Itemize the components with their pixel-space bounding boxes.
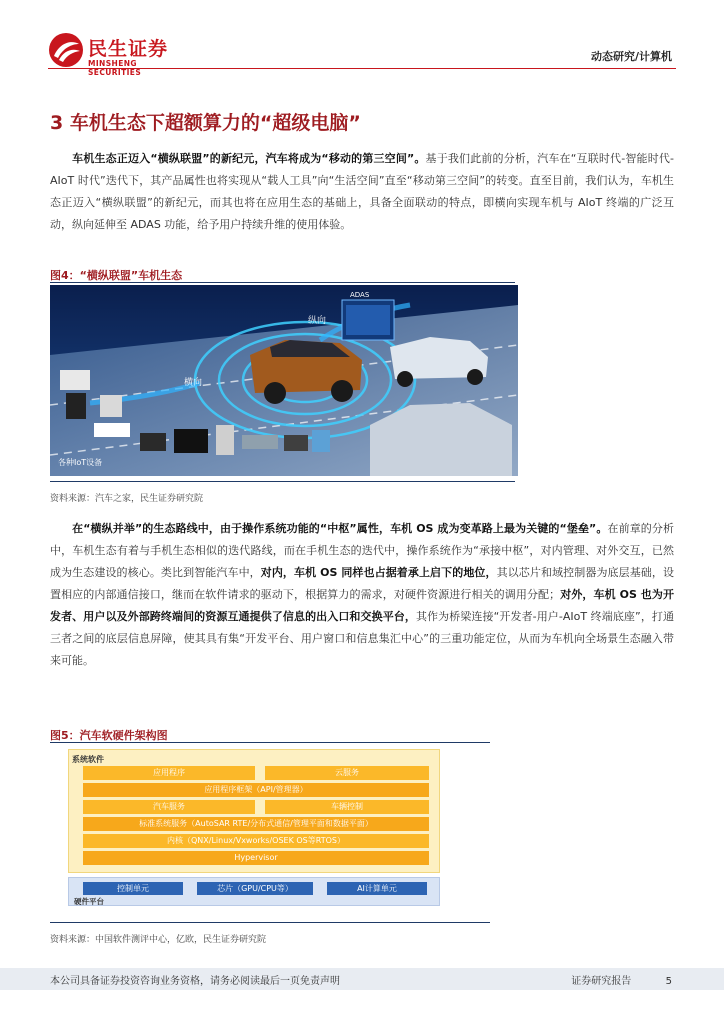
footer-disclaimer: 本公司具备证券投资咨询业务资格，请务必阅读最后一页免责声明 [50,976,340,987]
paragraph-2 [50,518,674,672]
figure-4-title: 图4：“横纵联盟”车机生态 [50,269,183,282]
footer-right [571,972,672,987]
block-standard-service: 标准系统服务（AutoSAR RTE/分布式通信/管理平面和数据平面） [83,817,429,831]
block-cloud: 云服务 [265,766,429,780]
brand-name-en: MINSHENG SECURITIES [88,59,142,77]
block-vehicle-service: 汽车服务 [83,800,255,814]
block-control-unit: 控制单元 [83,882,183,895]
software-layer-label: 系统软件 [72,755,104,764]
figure-4-top-rule [50,282,515,283]
paragraph-2-text-c: 其作为桥梁连接“开发者-用户-AIoT 终端底座”，打通三者之间的底层信息屏障，使其具有集“开发平台、用户窗口和信息集汇中心”的三重功能定位，从而为车机向全场景生态融入带来可能。 [50,610,674,667]
software-layer [68,749,440,873]
architecture-diagram [68,749,440,905]
brand-logo [48,30,188,77]
figure-4-image [50,285,518,476]
hardware-layer-label: 硬件平台 [74,897,104,906]
label-adas: ADAS [350,291,370,299]
page-footer [0,968,724,990]
paragraph-1-body: 基于我们此前的分析，汽车在“互联时代-智能时代-AIoT 时代”迭代下，其产品属性也将实现从“载人工具”向“生活空间”直至“移动第三空间”的转变。直至目前，我们认为，车机生态正迈入“横纵联盟”的新纪元，而其也将在应用生态的基础上，具备全面联动的特点，即横向实现车机与 AIoT 终端的广泛互动，纵向延伸至 ADAS 功能，给予用户持续升维的使用体验。 [50,152,674,231]
block-vehicle-control: 车辆控制 [265,800,429,814]
figure-4-source: 资料来源：汽车之家，民生证券研究院 [50,494,204,504]
label-horizontal: 横向 [184,378,203,388]
block-ai-unit: AI计算单元 [327,882,427,895]
brand-name-cn: 民生证券 [88,38,169,60]
section-title: 3 车机生态下超额算力的“超级电脑” [50,112,361,134]
figure-4-bottom-rule [50,481,515,482]
report-type: 动态研究/计算机 [590,50,672,63]
paragraph-2-text-b: 其以芯片和域控制器为底层基础，设置相应的内部通信接口，继而在软件请求的驱动下，根据算力的需求，对硬件资源进行相关的调用分配； [50,566,675,601]
figure-5-bottom-rule [50,922,490,923]
block-apps: 应用程序 [83,766,255,780]
block-chip: 芯片（GPU/CPU等） [197,882,313,895]
block-app-framework: 应用程序框架（API/管理器） [83,783,429,797]
paragraph-2-text-a: 在前章的分析中，车机生态有着与手机生态相似的迭代路线，而在手机生态的迭代中，操作系统作为“承接中枢”，对内管理、对外交互，已然成为生态建设的核心。类比到智能汽车中， [50,522,675,579]
label-vertical: 纵向 [308,316,327,326]
figure-5-title: 图5：汽车软硬件架构图 [50,729,168,742]
page-number: 5 [665,976,672,987]
paragraph-2-inner-claim: 对内，车机 OS 同样也占据着承上启下的地位， [260,566,497,579]
figure-5-source: 资料来源：中国软件测评中心，亿欧，民生证券研究院 [50,935,267,945]
paragraph-2-outer-claim: 对外，车机 OS 也为开发者、用户以及外部跨终端间的资源互通提供了信息的出入口和交换平台， [50,588,674,623]
block-hypervisor: Hypervisor [83,851,429,865]
figure-5-top-rule [50,742,490,743]
minsheng-logo-icon [48,32,84,68]
header-divider [48,68,676,69]
block-kernel: 内核（QNX/Linux/Vxworks/OSEK OS等RTOS） [83,834,429,848]
paragraph-1-lead: 车机生态正迈入“横纵联盟”的新纪元，汽车将成为“移动的第三空间”。 [72,152,426,165]
footer-report-label: 证券研究报告 [571,976,632,987]
label-iot-devices: 各种IoT设备 [58,458,103,467]
paragraph-1 [50,148,674,236]
hardware-layer [68,877,440,906]
paragraph-2-lead: 在“横纵并举”的生态路线中，由于操作系统功能的“中枢”属性，车机 OS 成为变革路上最为关键的“堡垒”。 [72,522,608,535]
